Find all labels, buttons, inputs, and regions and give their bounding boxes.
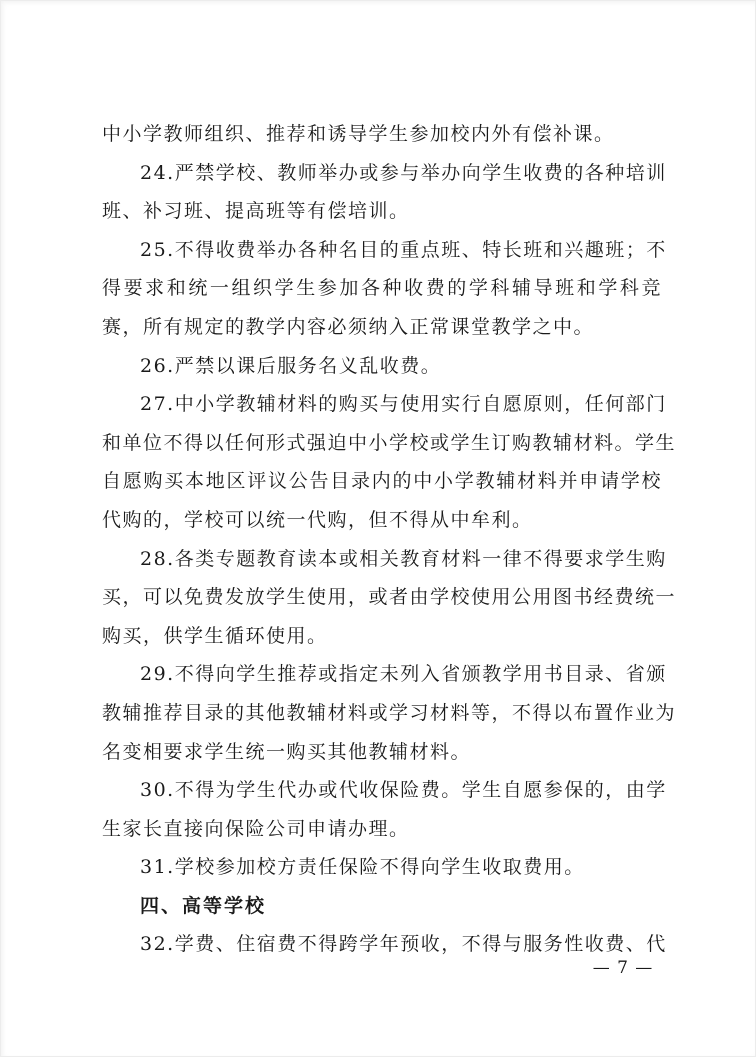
text-line: 班、补习班、提高班等有偿培训。 (102, 200, 410, 223)
text-line: 教辅推荐目录的其他教辅材料或学习材料等，不得以布置作业为 (102, 701, 677, 724)
text-line: 31.学校参加校方责任保险不得向学生收取费用。 (140, 856, 585, 879)
text-line: 和单位不得以任何形式强迫中小学校或学生订购教辅材料。学生 (102, 431, 677, 454)
document-body (102, 115, 677, 964)
text-line: 32.学费、住宿费不得跨学年预收，不得与服务性收费、代 (140, 933, 667, 956)
text-line: 名变相要求学生统一购买其他教辅材料。 (102, 740, 472, 763)
text-line: 代购的，学校可以统一代购，但不得从中牟利。 (102, 508, 533, 531)
page-number: — 7 — (592, 958, 654, 978)
text-line: 自愿购买本地区评议公告目录内的中小学教辅材料并申请学校 (102, 470, 662, 493)
text-line: 27.中小学教辅材料的购买与使用实行自愿原则，任何部门 (140, 393, 667, 416)
text-line: 购买，供学生循环使用。 (102, 624, 328, 647)
text-line: 得要求和统一组织学生参加各种收费的学科辅导班和学科竞 (102, 277, 662, 300)
text-line: 中小学教师组织、推荐和诱导学生参加校内外有偿补课。 (102, 123, 615, 145)
text-line: 28.各类专题教育读本或相关教育材料一律不得要求学生购 (140, 547, 667, 570)
text-line: 30.不得为学生代办或代收保险费。学生自愿参保的，由学 (140, 779, 667, 802)
text-line: 29.不得向学生推荐或指定未列入省颁教学用书目录、省颁 (140, 663, 667, 686)
text-line: 26.严禁以课后服务名义乱收费。 (140, 354, 442, 377)
text-line: 赛，所有规定的教学内容必须纳入正常课堂教学之中。 (102, 315, 595, 338)
text-line: 生家长直接向保险公司申请办理。 (102, 817, 410, 840)
text-line: 24.严禁学校、教师举办或参与举办向学生收费的各种培训 (140, 161, 667, 184)
text-line: 25.不得收费举办各种名目的重点班、特长班和兴趣班；不 (140, 238, 667, 261)
section-heading: 四、高等学校 (140, 894, 267, 917)
text-line: 买，可以免费发放学生使用，或者由学校使用公用图书经费统一 (102, 586, 677, 609)
